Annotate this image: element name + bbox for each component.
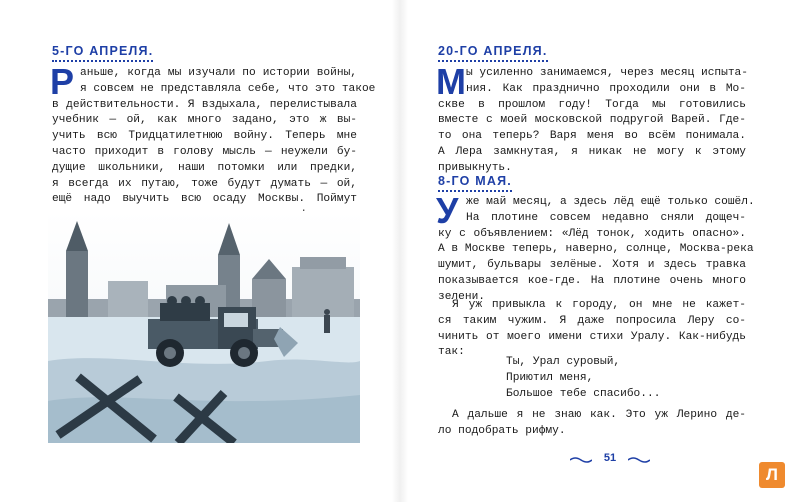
ornament-icon <box>570 456 592 464</box>
entry-heading-april-20: 20-ГО АПРЕЛЯ. <box>438 44 548 58</box>
text-line: я совсем не представляла себе, что это такое <box>80 82 376 95</box>
text-line: так: <box>438 346 465 359</box>
poem <box>506 355 660 402</box>
drop-cap: М <box>436 61 466 102</box>
poem-line: Приютил меня, <box>506 371 594 384</box>
entry-text-may-8-continued <box>438 298 746 361</box>
text-line: А дальше я не знаю как. Это уж Лерино де- <box>452 409 746 421</box>
drop-cap: Р <box>50 61 75 102</box>
entry-heading-may-8: 8-ГО МАЯ. <box>438 174 512 188</box>
entry-text-may-8 <box>436 190 755 306</box>
text-line: учебник — ой, как много задано, это ж вы- <box>52 114 357 127</box>
text-line: А в Москве теперь, наверно, солнце, Москва-река <box>438 243 754 256</box>
text-line: в действительности. Я вздыхала, перелистывала <box>52 98 357 111</box>
poem-line: Ты, Урал суровый, <box>506 356 621 368</box>
text-line: ния. Как празднично проходили они в Мо- <box>466 82 746 95</box>
text-line: аньше, когда мы изучали по истории войны, <box>80 67 357 79</box>
right-page <box>400 0 800 502</box>
text-line: привыкнуть. <box>438 161 512 174</box>
entry-heading-april-5: 5-ГО АПРЕЛЯ. <box>52 44 153 58</box>
text-line: показывается кое-где. На плотине очень много <box>438 274 746 287</box>
text-line: зелени. <box>438 290 485 303</box>
page-number <box>570 452 650 468</box>
text-line: часто приходит в голову мысль — неужели бу- <box>52 145 357 158</box>
litres-badge-icon[interactable]: Л <box>759 462 785 488</box>
text-line: дущие школьники, наши потомки или предки, <box>52 161 357 174</box>
text-line: я всегда их путаю, тоже будут думать — ой, <box>52 177 357 190</box>
text-line: Я уж привыкла к городу, он мне не кажет- <box>452 299 746 311</box>
text-line: учить всю Тридцатилетнюю войну. Теперь мне <box>52 130 357 143</box>
drop-cap: У <box>436 190 459 231</box>
entry-text-april-5 <box>50 61 376 224</box>
text-line: ло подобрать рифму. <box>438 424 566 437</box>
entry-text-may-8-ending <box>438 408 746 440</box>
text-line: то она теперь? Варя меня во всём понимала. <box>438 130 746 143</box>
entry-text-april-20 <box>436 61 748 177</box>
text-line: вместе с моей московской подругой Варей. Где- <box>438 114 746 127</box>
text-line: скве в прошлом году! Тогда мы готовились <box>438 98 746 111</box>
winter-kremlin-truck-illustration <box>48 211 360 443</box>
ornament-icon <box>628 456 650 464</box>
text-line: ку с объявлением: «Лёд тонок, ходить опасно». <box>438 227 746 240</box>
text-line: ся таким чужим. Я даже попросила Леру со- <box>438 314 746 327</box>
text-line: шумит, бульвары зелёные. Хотя и здесь травка <box>438 259 746 272</box>
page-number-text: 51 <box>603 452 617 464</box>
text-line: ещё надо выучить всю осаду Москвы. Поймут <box>52 193 357 206</box>
text-line: На плотине совсем недавно сняли дощеч- <box>466 211 746 224</box>
text-line: ы усиленно занимаемся, через месяц испыта- <box>466 67 748 79</box>
poem-line: Большое тебе спасибо... <box>506 387 661 400</box>
text-line: А Лера замкнутая, я никак не могу к этому <box>438 145 746 158</box>
text-line: же май месяц, а здесь лёд ещё только сошёл. <box>466 196 755 208</box>
text-line: чинить от моего имени стихи Уралу. Как-нибудь <box>438 330 746 343</box>
